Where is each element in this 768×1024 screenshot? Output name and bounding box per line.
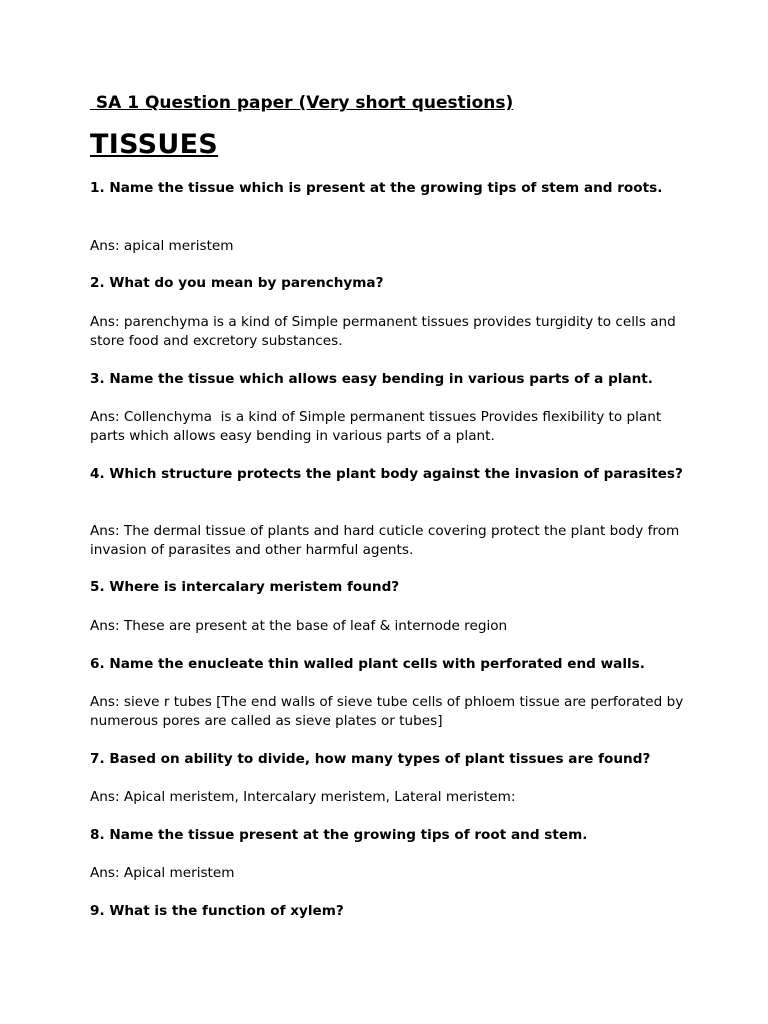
question-2: 2. What do you mean by parenchyma? bbox=[90, 275, 384, 291]
answer-8: Ans: Apical meristem bbox=[90, 865, 235, 881]
question-7: 7. Based on ability to divide, how many types of plant tissues are found? bbox=[90, 751, 651, 767]
paper-title: SA 1 Question paper (Very short questions) bbox=[90, 93, 514, 113]
answer-7: Ans: Apical meristem, Intercalary meristem, Lateral meristem: bbox=[90, 789, 516, 805]
answer-4: Ans: The dermal tissue of plants and hard cuticle covering protect the plant body from invasion of parasites and other harmful agents. bbox=[90, 523, 684, 558]
answer-1: Ans: apical meristem bbox=[90, 238, 234, 254]
answer-5: Ans: These are present at the base of leaf & internode region bbox=[90, 618, 508, 634]
question-6: 6. Name the enucleate thin walled plant cells with perforated end walls. bbox=[90, 656, 645, 672]
question-1: 1. Name the tissue which is present at the growing tips of stem and roots. bbox=[90, 180, 663, 196]
question-8: 8. Name the tissue present at the growing tips of root and stem. bbox=[90, 827, 588, 843]
answer-6: Ans: sieve r tubes [The end walls of sieve tube cells of phloem tissue are perforated by numerous pores are called as sieve plates or tubes] bbox=[90, 694, 688, 729]
question-5: 5. Where is intercalary meristem found? bbox=[90, 579, 400, 595]
answer-2: Ans: parenchyma is a kind of Simple permanent tissues provides turgidity to cells and store food and excretory substances. bbox=[90, 314, 681, 349]
section-title: TISSUES bbox=[90, 129, 219, 160]
answer-3: Ans: Collenchyma is a kind of Simple permanent tissues Provides flexibility to plant parts which allows easy bending in various parts of a plant. bbox=[90, 409, 666, 444]
question-4: 4. Which structure protects the plant body against the invasion of parasites? bbox=[90, 466, 683, 482]
question-9: 9. What is the function of xylem? bbox=[90, 903, 344, 919]
question-3: 3. Name the tissue which allows easy bending in various parts of a plant. bbox=[90, 371, 653, 387]
